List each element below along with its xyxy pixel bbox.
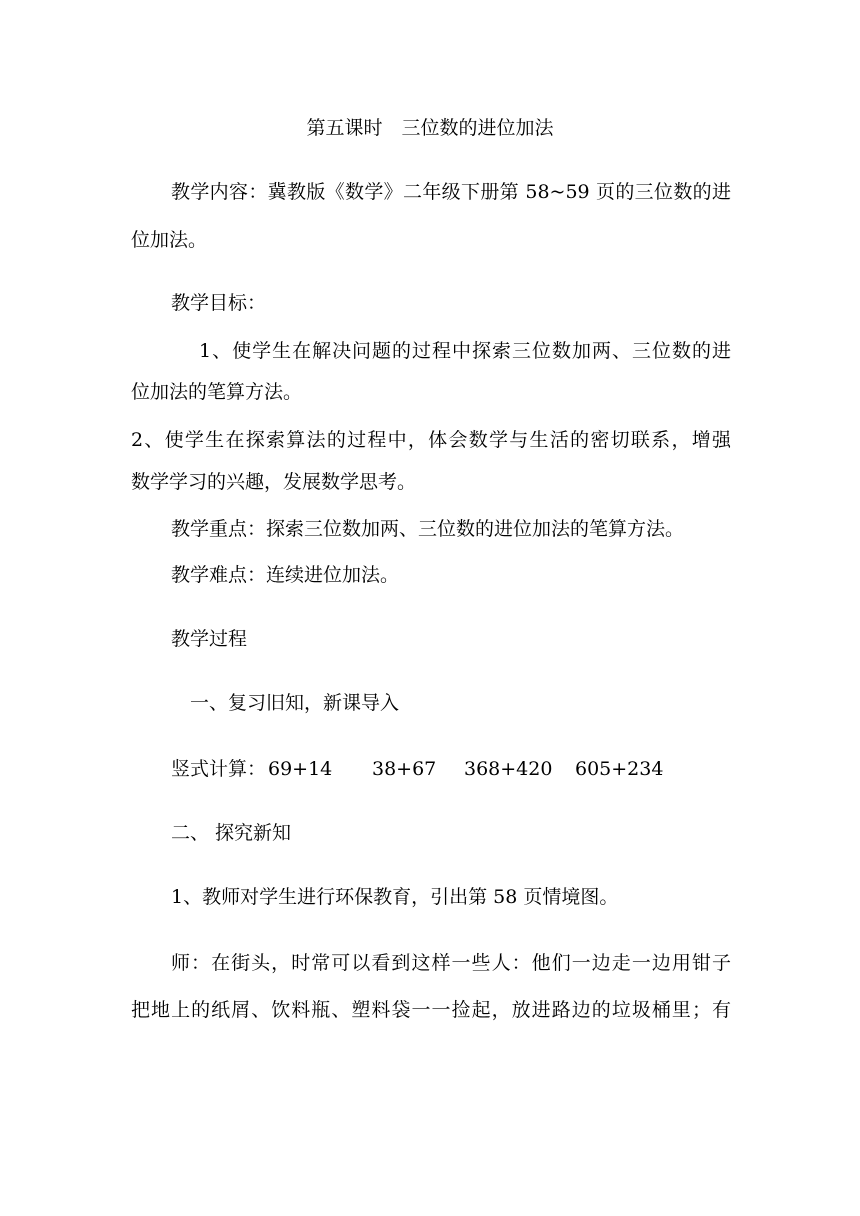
difficulty: 教学难点：连续进位加法。 [171,564,400,586]
key-point: 教学重点：探索三位数加两、三位数的进位加法的笔算方法。 [171,518,685,540]
goal-1-line-2: 位加法的笔算方法。 [131,381,303,403]
calc-item: 69+14 [268,758,333,780]
calc-item: 38+67 [372,758,437,780]
section-1-heading: 一、复习旧知，新课导入 [190,692,400,714]
page-title: 第五课时 三位数的进位加法 [306,117,554,139]
teaching-content-line-2: 位加法。 [131,229,208,251]
calc-item: 368+420 [464,758,553,780]
goal-2-line-2: 数学学习的兴趣，发展数学思考。 [131,471,417,493]
process-heading: 教学过程 [171,628,248,650]
teacher-line-1: 师：在街头，时常可以看到这样一些人：他们一边走一边用钳子 [171,952,731,974]
section-2-heading: 二、 探究新知 [171,822,292,844]
calc-item: 605+234 [575,758,664,780]
calc-label: 竖式计算： [171,758,267,780]
teacher-line-2: 把地上的纸屑、饮料瓶、塑料袋一一捡起，放进路边的垃圾桶里；有 [131,999,731,1021]
goal-1-line-1: 1、使学生在解决问题的过程中探索三位数加两、三位数的进 [199,340,731,362]
teaching-content-line-1: 教学内容：冀教版《数学》二年级下册第 58~59 页的三位数的进 [171,181,731,203]
goals-heading: 教学目标： [171,292,267,314]
goal-2-line-1: 2、使学生在探索算法的过程中，体会数学与生活的密切联系，增强 [131,429,731,451]
vertical-calculation-row [171,757,771,781]
step-1: 1、教师对学生进行环保教育，引出第 58 页情境图。 [171,886,619,908]
